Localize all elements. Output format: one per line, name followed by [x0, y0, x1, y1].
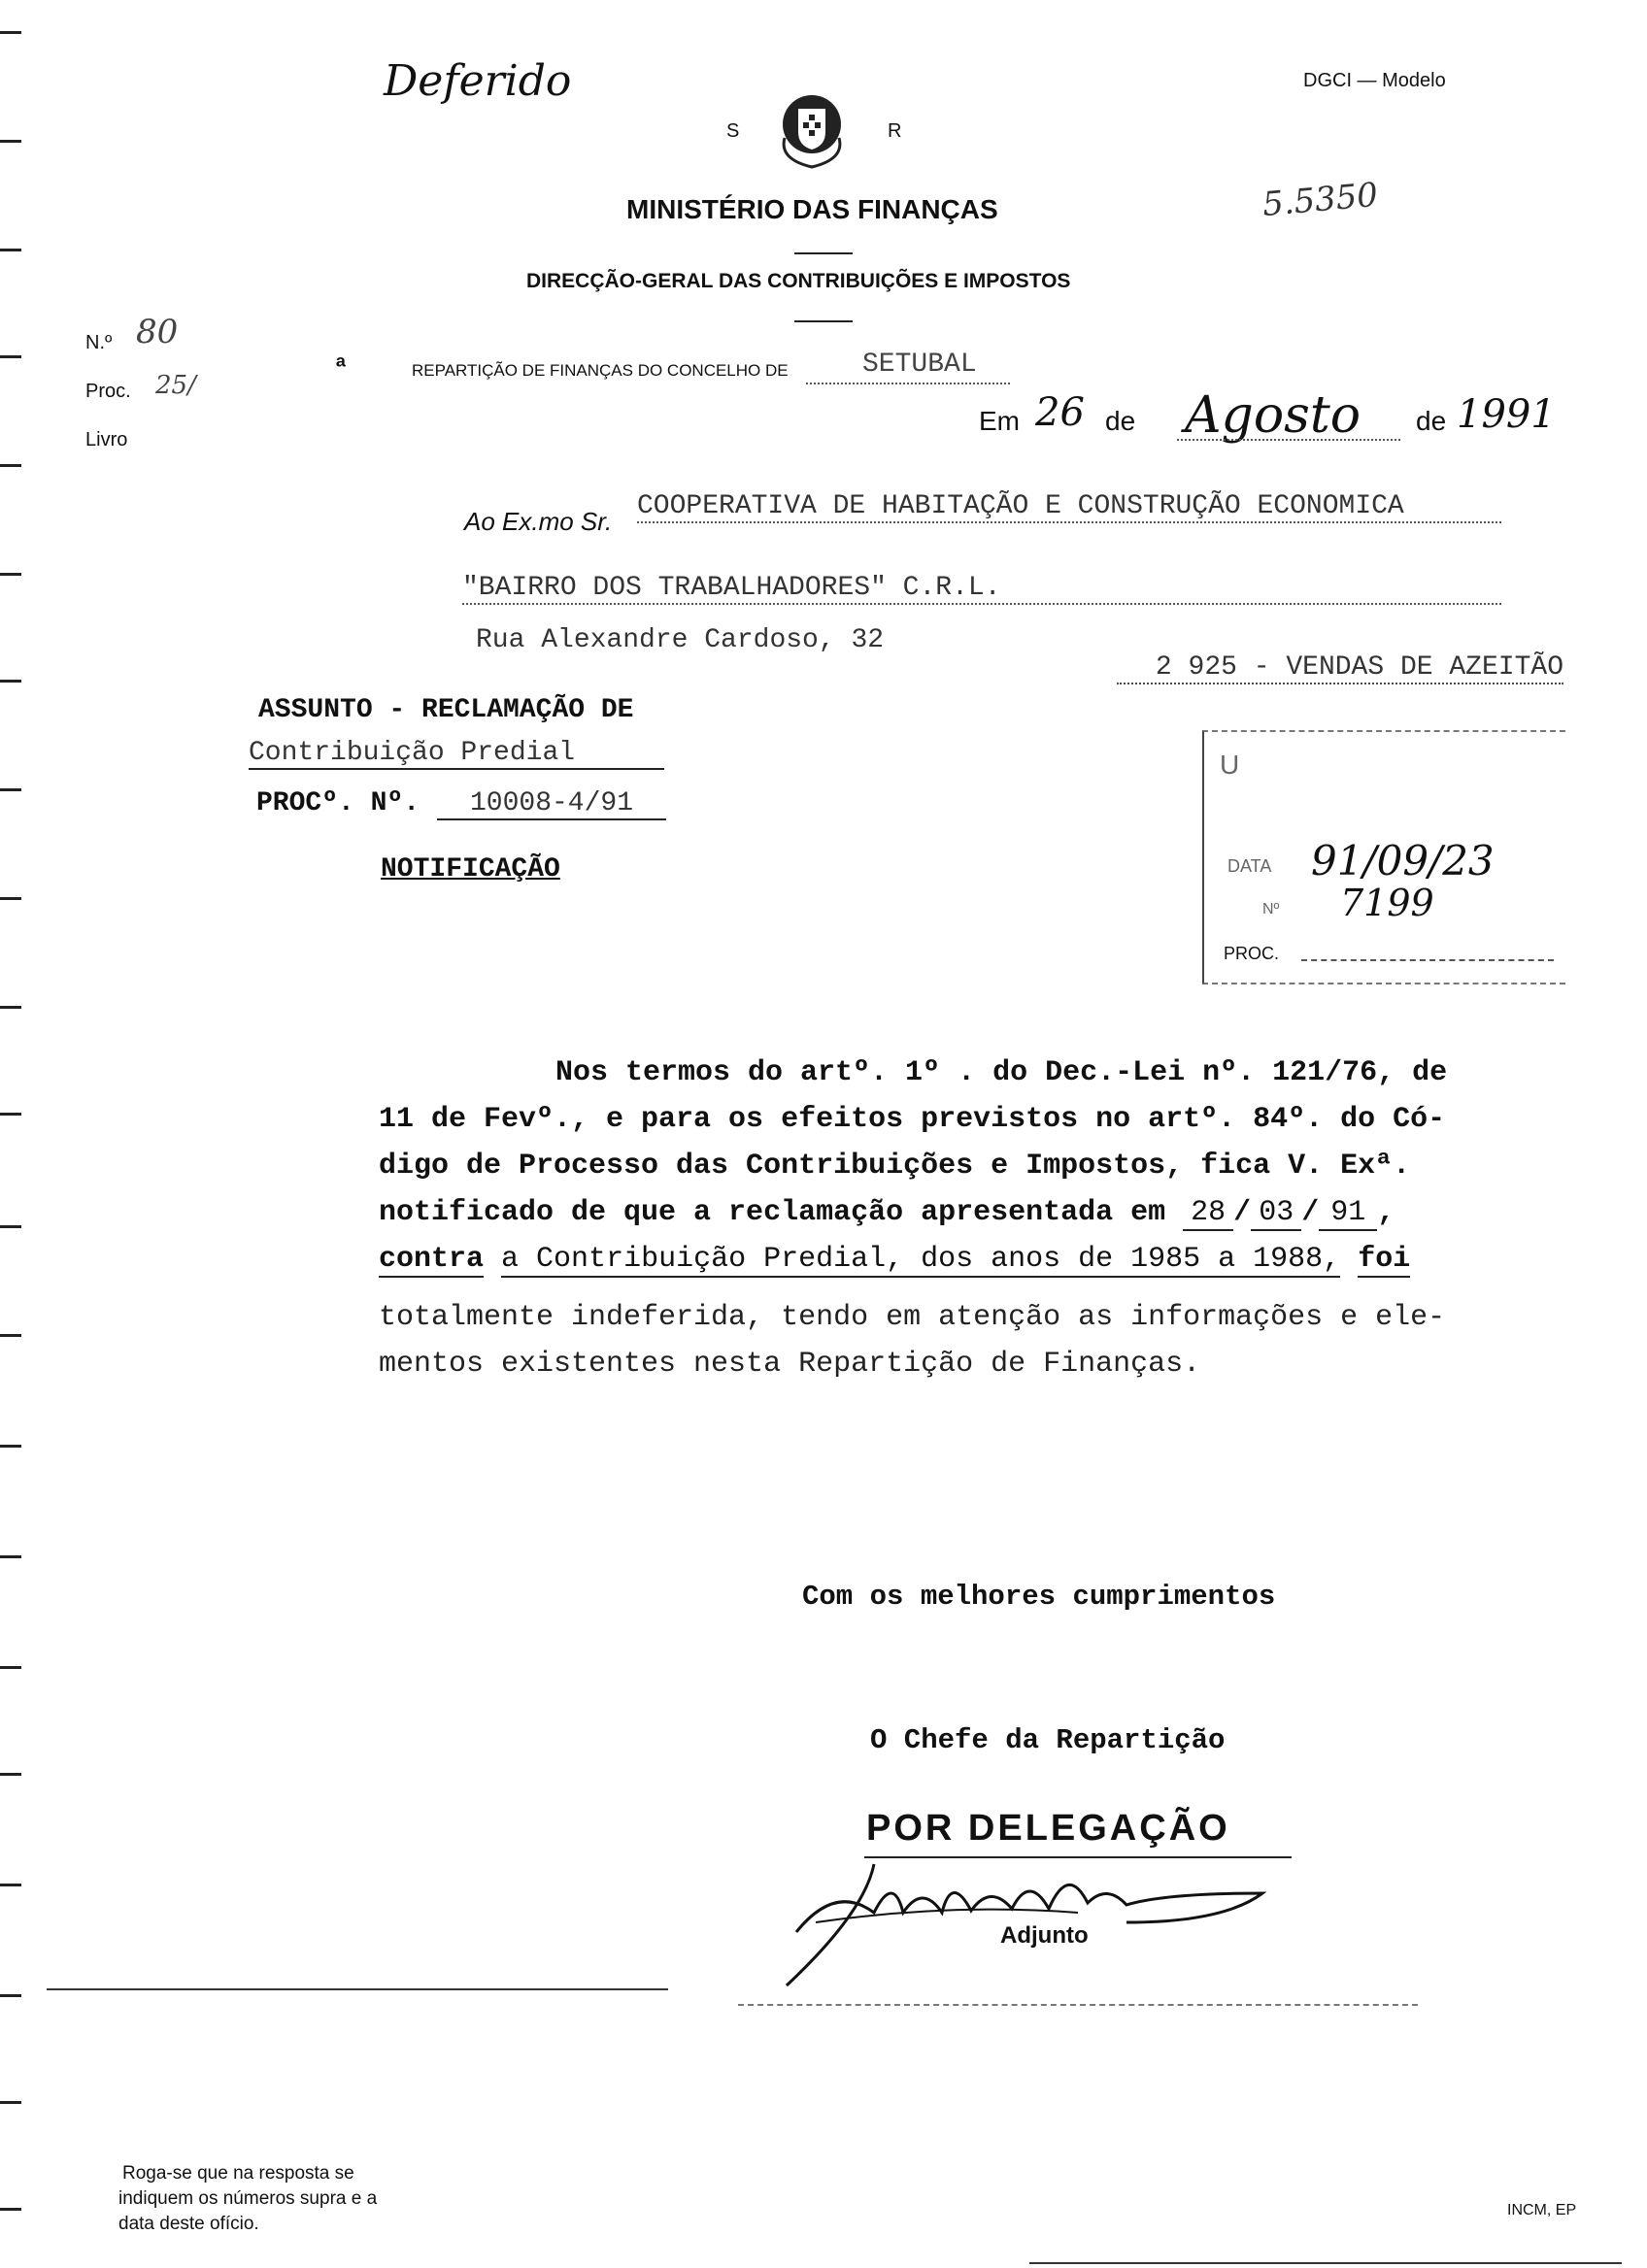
stamp-proc-line	[1301, 959, 1554, 961]
ref-livro-label: Livro	[85, 429, 128, 450]
signature	[757, 1845, 1301, 1995]
delegation-stamp: POR DELEGAÇÃO	[866, 1808, 1230, 1849]
closing-greeting: Com os melhores cumprimentos	[802, 1581, 1276, 1613]
body-line-5-contra: contra	[379, 1243, 485, 1276]
footer-divider	[47, 1988, 668, 1990]
body-line-5-foi: foi	[1358, 1243, 1411, 1276]
model-reference: DGCI — Modelo	[1303, 70, 1446, 91]
divider	[794, 252, 853, 254]
closing-signer: O Chefe da Repartição	[870, 1724, 1226, 1756]
recipient-line-2: "BAIRRO DOS TRABALHADORES" C.R.L.	[462, 573, 1501, 605]
registry-mark: 5.5350	[1260, 175, 1380, 225]
body-line-4: notificado de que a reclamação apresentada em 28 / 03 / 91 ,	[379, 1196, 1395, 1229]
recipient-salutation: Ao Ex.mo Sr.	[464, 507, 613, 536]
date-de-2: de	[1416, 406, 1447, 436]
office-town: SETUBAL	[862, 350, 977, 380]
body-line-1: Nos termos do artº. 1º . do Dec.-Lei nº. 121/76, de	[555, 1056, 1448, 1089]
ref-proc-label: Proc.	[85, 381, 131, 402]
recipient-line-4: 2 925 - VENDAS DE AZEITÃO	[1117, 652, 1563, 684]
coat-of-arms-icon	[777, 89, 847, 174]
footer-divider-right	[738, 2004, 1418, 2006]
notification-title: NOTIFICAÇÃO	[381, 854, 560, 884]
stamp-proc-label: PROC.	[1224, 944, 1280, 963]
body-line-4-text: notificado de que a reclamação apresentada em	[379, 1196, 1166, 1229]
ref-proc-value: 25/	[155, 371, 196, 400]
body-line-3: digo de Processo das Contribuições e Impostos, fica V. Exª.	[379, 1150, 1411, 1183]
body-line-5	[379, 1243, 1410, 1276]
body-line-6: totalmente indeferida, tendo em atenção as informações e ele-	[379, 1301, 1446, 1334]
office-line: REPARTIÇÃO DE FINANÇAS DO CONCELHO DE	[412, 361, 789, 380]
stamp-no-value: 7199	[1340, 882, 1434, 924]
stamp-no-label: Nº	[1262, 901, 1280, 917]
seal-letter-left: S	[726, 120, 740, 142]
reclamation-year: 91	[1319, 1196, 1377, 1231]
footer-note-line-1: Roga-se que na resposta se	[122, 2163, 354, 2184]
stamp-data-value: 91/09/23	[1311, 837, 1495, 884]
date-year: 1991	[1457, 392, 1556, 437]
date-day: 26	[1035, 390, 1085, 435]
subject-line-2: Contribuição Predial	[249, 738, 664, 770]
divider	[794, 320, 853, 322]
body-line-2: 11 de Fevº., e para os efeitos previstos no artº. 84º. do Có-	[379, 1103, 1446, 1136]
date-month-line	[1177, 439, 1400, 441]
ministry-title: MINISTÉRIO DAS FINANÇAS	[626, 194, 998, 224]
reclamation-day: 28	[1183, 1196, 1233, 1231]
subject-line-1: ASSUNTO - RECLAMAÇÃO DE	[258, 695, 634, 725]
body-line-7: mentos existentes nesta Repartição de Finanças.	[379, 1348, 1201, 1381]
ref-no-label: N.º	[85, 332, 113, 353]
recipient-line-1: COOPERATIVA DE HABITAÇÃO E CONSTRUÇÃO ECONOMICA	[637, 491, 1501, 523]
body-line-5-subject: a Contribuição Predial, dos anos de 1985 a 1988,	[501, 1243, 1341, 1276]
footer-note-line-2: indiquem os números supra e a	[118, 2188, 378, 2209]
ref-no-value: 80	[136, 313, 179, 351]
date-month: Agosto	[1185, 386, 1361, 445]
date-de-1: de	[1105, 406, 1136, 436]
printer-mark: INCM, EP	[1507, 2202, 1577, 2218]
footer-note-line-3: data deste ofício.	[118, 2214, 259, 2234]
office-ordinal: ª	[334, 355, 349, 382]
recipient-line-3: Rua Alexandre Cardoso, 32	[476, 625, 885, 655]
office-town-line	[806, 383, 1010, 384]
stamp-data-label: DATA	[1227, 856, 1272, 876]
stamp-line-1: U	[1220, 750, 1240, 780]
seal-letter-right: R	[888, 120, 902, 142]
signer-role: Adjunto	[1000, 1922, 1089, 1949]
bottom-rule	[1029, 2262, 1622, 2264]
handwritten-note: Deferido	[384, 56, 572, 106]
date-em: Em	[979, 406, 1020, 436]
reclamation-month: 03	[1251, 1196, 1301, 1231]
subject-proc-label: PROCº. Nº.	[256, 788, 420, 818]
subject-proc-value: 10008-4/91	[437, 788, 666, 820]
directorate-title: DIRECÇÃO-GERAL DAS CONTRIBUIÇÕES E IMPOSTOS	[526, 270, 1071, 292]
